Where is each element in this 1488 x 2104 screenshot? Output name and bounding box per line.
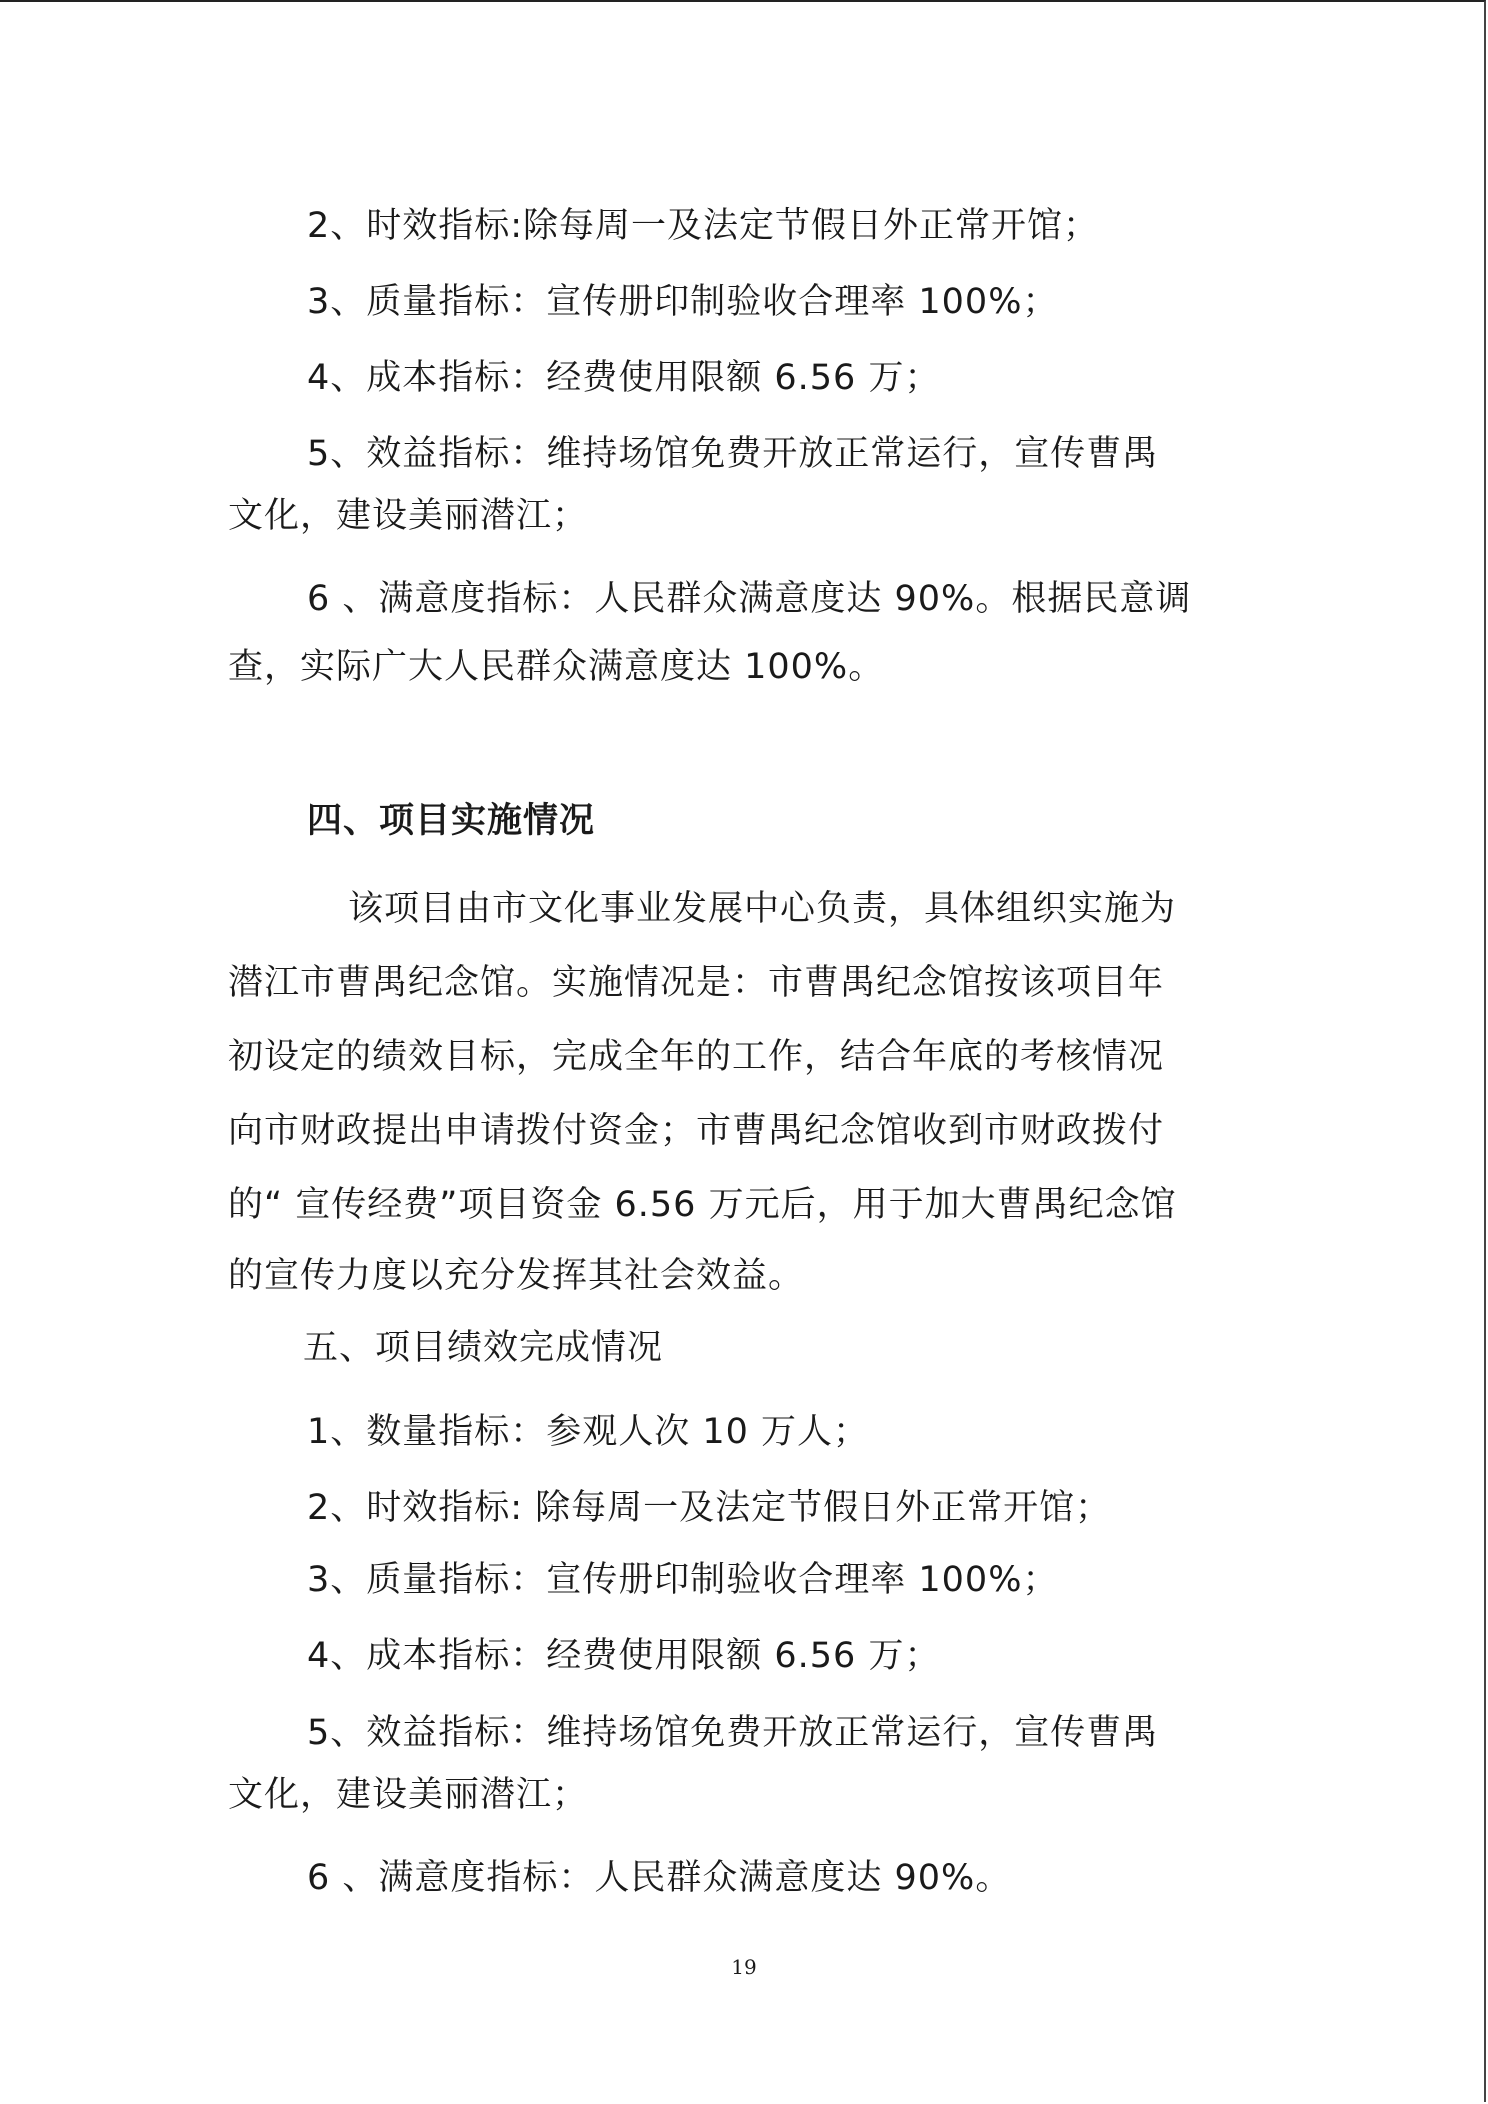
section-4-line-1: 该项目由市文化事业发展中心负责，具体组织实施为 (348, 889, 1177, 929)
section-4-line-4: 向市财政提出申请拨付资金；市曹禺纪念馆收到市财政拨付 (228, 1111, 1165, 1151)
top-list-item-5-cont: 文化，建设美丽潜江； (228, 496, 589, 536)
section-5-item-5-cont: 文化，建设美丽潜江； (228, 1775, 589, 1815)
section-4-line-6: 的宣传力度以充分发挥其社会效益。 (228, 1256, 805, 1296)
page-number: 19 (731, 1955, 757, 1979)
section-4-line-3: 初设定的绩效目标，完成全年的工作，结合年底的考核情况 (228, 1037, 1165, 1077)
top-list-item-5: 5、效益指标：维持场馆免费开放正常运行，宣传曹禺 (307, 434, 1159, 474)
section-5-item-6: 6 、满意度指标：人民群众满意度达 90%。 (307, 1858, 1012, 1898)
top-list-item-6: 6 、满意度指标：人民群众满意度达 90%。根据民意调 (307, 579, 1192, 619)
section-4-line-2: 潜江市曹禺纪念馆。实施情况是：市曹禺纪念馆按该项目年 (228, 963, 1165, 1003)
section-5-item-3: 3、质量指标：宣传册印制验收合理率 100%； (307, 1560, 1059, 1600)
section-5-item-2: 2、时效指标: 除每周一及法定节假日外正常开馆； (307, 1488, 1112, 1528)
section-5-item-1: 1、数量指标：参观人次 10 万人； (307, 1412, 870, 1452)
top-list-item-6-cont: 查，实际广大人民群众满意度达 100%。 (228, 647, 885, 687)
section-4-line-5: 的“ 宣传经费”项目资金 6.56 万元后，用于加大曹禺纪念馆 (228, 1185, 1177, 1225)
section-5-item-5: 5、效益指标：维持场馆免费开放正常运行，宣传曹禺 (307, 1713, 1159, 1753)
section-5-item-4: 4、成本指标：经费使用限额 6.56 万； (307, 1636, 941, 1676)
section-5-heading: 五、项目绩效完成情况 (303, 1328, 664, 1368)
top-list-item-3: 3、质量指标：宣传册印制验收合理率 100%； (307, 282, 1059, 322)
top-list-item-4: 4、成本指标：经费使用限额 6.56 万； (307, 358, 941, 398)
section-4-heading: 四、项目实施情况 (307, 801, 596, 841)
top-list-item-2: 2、时效指标:除每周一及法定节假日外正常开馆； (307, 206, 1100, 246)
